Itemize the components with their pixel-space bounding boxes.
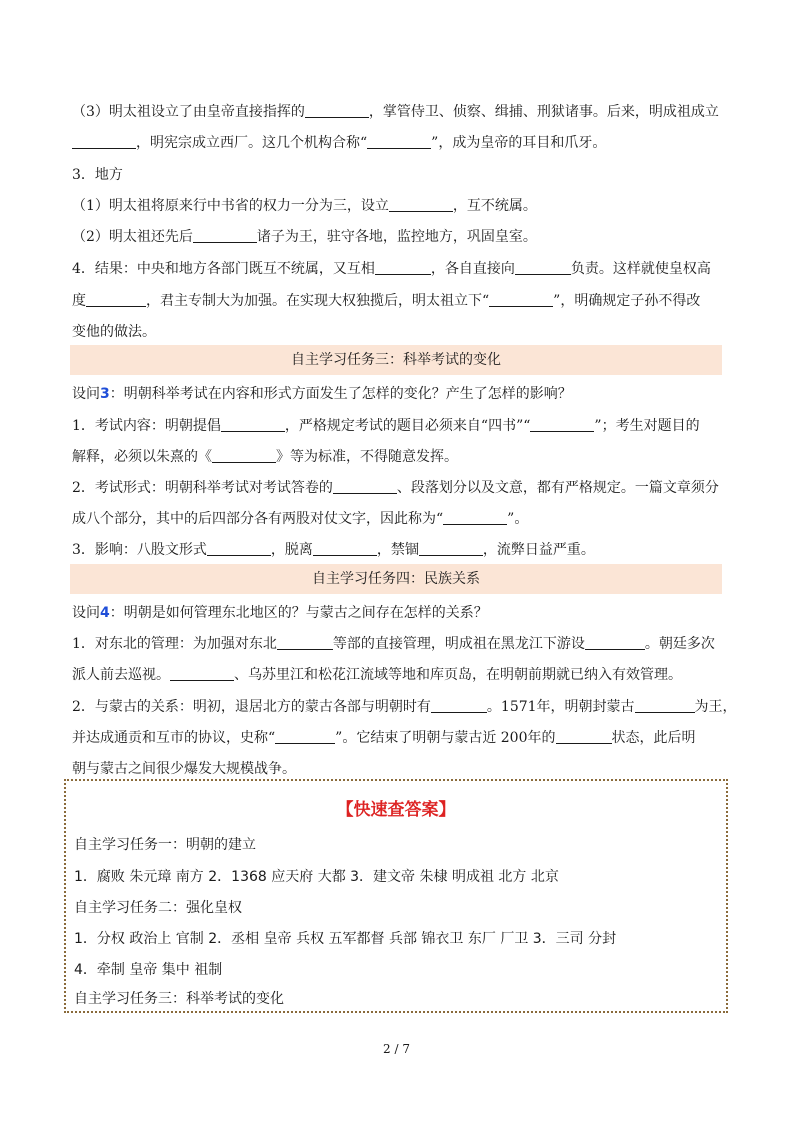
answer-blank[interactable] (170, 666, 234, 681)
answer-blank[interactable] (86, 292, 146, 307)
answer-blank[interactable] (635, 698, 695, 713)
answer-blank[interactable] (207, 541, 271, 556)
quick-answers-box (64, 779, 728, 1013)
text-line: 变他的做法。 (72, 324, 156, 340)
text-line: 并达成通贡和互市的协议，史称“ ”。它结束了明朝与蒙古近 200年的 状态，此后明 (72, 730, 696, 746)
text-line: 朝与蒙古之间很少爆发大规模战争。 (72, 761, 296, 777)
text-line: 1．对东北的管理：为加强对东北 等部的直接管理，明成祖在黑龙江下游设 。朝廷多次 (72, 636, 715, 652)
page-number: 2 / 7 (383, 1042, 410, 1056)
answers-task1-title: 自主学习任务一：明朝的建立 (74, 837, 256, 853)
text-line: 1．考试内容：明朝提倡 ，严格规定考试的题目必须来自“四书”“ ”；考生对题目的 (72, 418, 700, 434)
answers-task3-title: 自主学习任务三：科举考试的变化 (74, 991, 284, 1007)
text-line: 4．结果：中央和地方各部门既互不统属，又互相 ，各自直接向 负责。这样就使皇权高 (72, 261, 711, 277)
question-4: 设问4：明朝是如何管理东北地区的？与蒙古之间存在怎样的关系？ (72, 605, 488, 621)
answers-title: 【快速查答案】 (336, 800, 456, 820)
text-line: 派人前去巡视。 、乌苏里江和松花江流域等地和库页岛，在明朝前期就已纳入有效管理。 (72, 667, 682, 683)
task3-banner: 自主学习任务三：科举考试的变化 (70, 345, 722, 375)
task4-banner: 自主学习任务四：民族关系 (70, 564, 722, 594)
answers-task2-values-2: 4．牵制 皇帝 集中 祖制 (74, 962, 223, 978)
answer-blank[interactable] (530, 417, 594, 432)
text-line: 2．与蒙古的关系：明初，退居北方的蒙古各部与明朝时有 。1571年，明朝封蒙古 为王， (72, 699, 737, 715)
answer-blank[interactable] (275, 729, 335, 744)
answer-blank[interactable] (489, 292, 553, 307)
text-line: （2）明太祖还先后 诸子为王，驻守各地，监控地方，巩固皇室。 (72, 229, 537, 245)
text-line: 3．影响：八股文形式 ，脱离 ，禁锢 ，流弊日益严重。 (72, 542, 595, 558)
answer-blank[interactable] (193, 228, 257, 243)
answers-task2-title: 自主学习任务二：强化皇权 (74, 900, 242, 916)
answers-task2-values: 1．分权 政治上 官制 2．丞相 皇帝 兵权 五军都督 兵部 锦衣卫 东厂 厂卫 3．三司 分封 (74, 931, 617, 947)
answers-task1-values: 1．腐败 朱元璋 南方 2．1368 应天府 大都 3．建文帝 朱棣 明成祖 北方 北京 (74, 869, 559, 885)
answer-blank[interactable] (556, 729, 612, 744)
answer-blank[interactable] (443, 510, 507, 525)
question-3: 设问3：明朝科举考试在内容和形式方面发生了怎样的变化？产生了怎样的影响？ (72, 386, 572, 402)
answer-blank[interactable] (277, 635, 333, 650)
section-heading: 3．地方 (72, 167, 123, 183)
answer-blank[interactable] (431, 698, 487, 713)
answer-blank[interactable] (419, 541, 483, 556)
text-line: ，明宪宗成立西厂。这几个机构合称“ ”，成为皇帝的耳目和爪牙。 (72, 133, 723, 153)
answer-blank[interactable] (367, 134, 431, 149)
answer-blank[interactable] (389, 197, 453, 212)
text-line: 2．考试形式：明朝科举考试对考试答卷的 、段落划分以及文意，都有严格规定。一篇文章须分 (72, 480, 719, 496)
answer-blank[interactable] (305, 103, 369, 118)
answer-blank[interactable] (515, 260, 571, 275)
answer-blank[interactable] (72, 134, 136, 149)
text-line: 解释，必须以朱熹的《 》等为标准，不得随意发挥。 (72, 449, 458, 465)
answer-blank[interactable] (585, 635, 645, 650)
text-line: 度 ，君主专制大为加强。在实现大权独揽后，明太祖立下“ ”，明确规定子孙不得改 (72, 293, 701, 309)
answer-blank[interactable] (375, 260, 431, 275)
answer-blank[interactable] (221, 417, 285, 432)
answer-blank[interactable] (212, 448, 276, 463)
answer-blank[interactable] (333, 479, 397, 494)
text-line: 成八个部分，其中的后四部分各有两股对仗文字，因此称为“ ”。 (72, 511, 529, 527)
text-line: （3）明太祖设立了由皇帝直接指挥的 ，掌管侍卫、侦察、缉捕、刑狱诸事。后来，明成祖成立 (72, 104, 719, 120)
text-line: （1）明太祖将原来行中书省的权力一分为三，设立 ，互不统属。 (72, 198, 537, 214)
answer-blank[interactable] (313, 541, 377, 556)
